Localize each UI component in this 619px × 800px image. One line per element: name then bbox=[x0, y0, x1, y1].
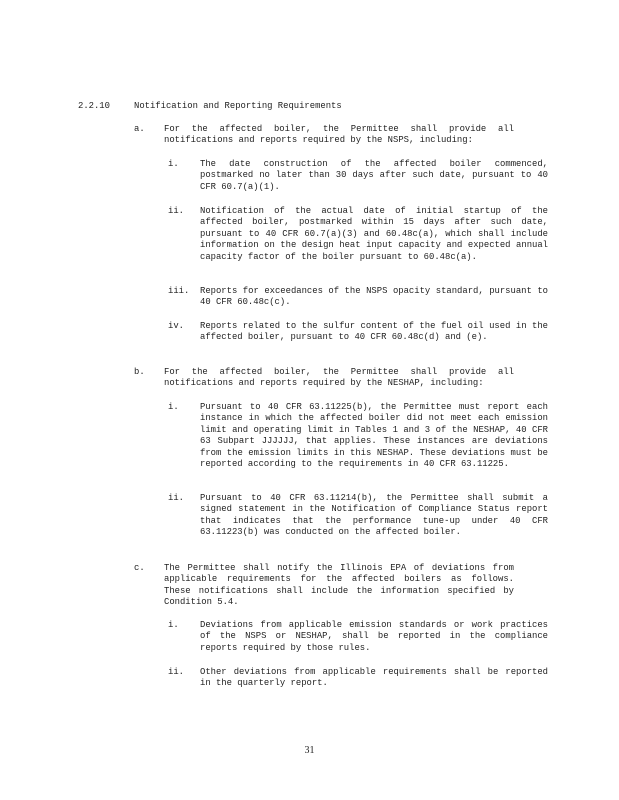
subitem-label: ii. bbox=[168, 667, 184, 677]
subitem-label: i. bbox=[168, 159, 179, 169]
item-text: For the affected boiler, the Permittee shall provide all notifications and reports required by the NSPS, including: bbox=[164, 124, 514, 146]
item-b-ii bbox=[168, 493, 548, 539]
subitem-text: Pursuant to 40 CFR 63.11225(b), the Permittee must report each instance in which the affected boiler did not meet each emission limit and operating limit in Tables 1 and 3 of the NESHAP, 40 CFR 63 Subpart JJJJJJ, that applies. These instances are deviations from the emission limits in this NESHAP. These deviations must be reported according to the requirements in 40 CFR 63.11225. bbox=[200, 402, 548, 470]
subitem-text: Pursuant to 40 CFR 63.11214(b), the Permittee shall submit a signed statement in the Notification of Compliance Status report that indicates that the performance tune-up under 40 CFR 63.11223(b) was conducted on the affected boiler. bbox=[200, 493, 548, 538]
item-c-i bbox=[168, 620, 548, 654]
item-c-ii bbox=[168, 667, 548, 690]
item-a-ii bbox=[168, 206, 548, 263]
subitem-label: i. bbox=[168, 620, 179, 630]
item-b-i bbox=[168, 402, 548, 470]
section-title: Notification and Reporting Requirements bbox=[134, 101, 342, 111]
item-a-iii bbox=[168, 286, 548, 309]
subitem-text: The date construction of the affected boiler commenced, postmarked no later than 30 days after such date, pursuant to 40 CFR 60.7(a)(1). bbox=[200, 159, 548, 192]
item-c bbox=[134, 563, 514, 609]
item-a-iv bbox=[168, 321, 548, 344]
item-a bbox=[134, 124, 514, 147]
item-label: a. bbox=[134, 124, 145, 134]
item-label: c. bbox=[134, 563, 145, 573]
page-number: 31 bbox=[304, 745, 315, 756]
item-a-i bbox=[168, 159, 548, 193]
item-text: The Permittee shall notify the Illinois EPA of deviations from applicable requirements for the affected boilers as follows. These notifications shall include the information specified by Condition 5.4. bbox=[164, 563, 514, 608]
subitem-label: i. bbox=[168, 402, 179, 412]
subitem-label: ii. bbox=[168, 206, 184, 216]
subitem-label: ii. bbox=[168, 493, 184, 503]
section-heading bbox=[78, 101, 342, 112]
subitem-text: Notification of the actual date of initial startup of the affected boiler, postmarked within 15 days after such date, pursuant to 40 CFR 60.7(a)(3) and 60.48c(a), which shall include information on the design heat input capacity and expected annual capacity factor of the boiler pursuant to 60.48c(a). bbox=[200, 206, 548, 262]
subitem-label: iii. bbox=[168, 286, 190, 296]
subitem-text: Other deviations from applicable requirements shall be reported in the quarterly report. bbox=[200, 667, 548, 689]
subitem-text: Deviations from applicable emission standards or work practices of the NSPS or NESHAP, shall be reported in the compliance reports required by those rules. bbox=[200, 620, 548, 653]
item-b bbox=[134, 367, 514, 390]
item-label: b. bbox=[134, 367, 145, 377]
subitem-text: Reports for exceedances of the NSPS opacity standard, pursuant to 40 CFR 60.48c(c). bbox=[200, 286, 548, 308]
section-number: 2.2.10 bbox=[78, 101, 110, 111]
subitem-text: Reports related to the sulfur content of the fuel oil used in the affected boiler, pursuant to 40 CFR 60.48c(d) and (e). bbox=[200, 321, 548, 343]
item-text: For the affected boiler, the Permittee shall provide all notifications and reports required by the NESHAP, including: bbox=[164, 367, 514, 389]
subitem-label: iv. bbox=[168, 321, 184, 331]
